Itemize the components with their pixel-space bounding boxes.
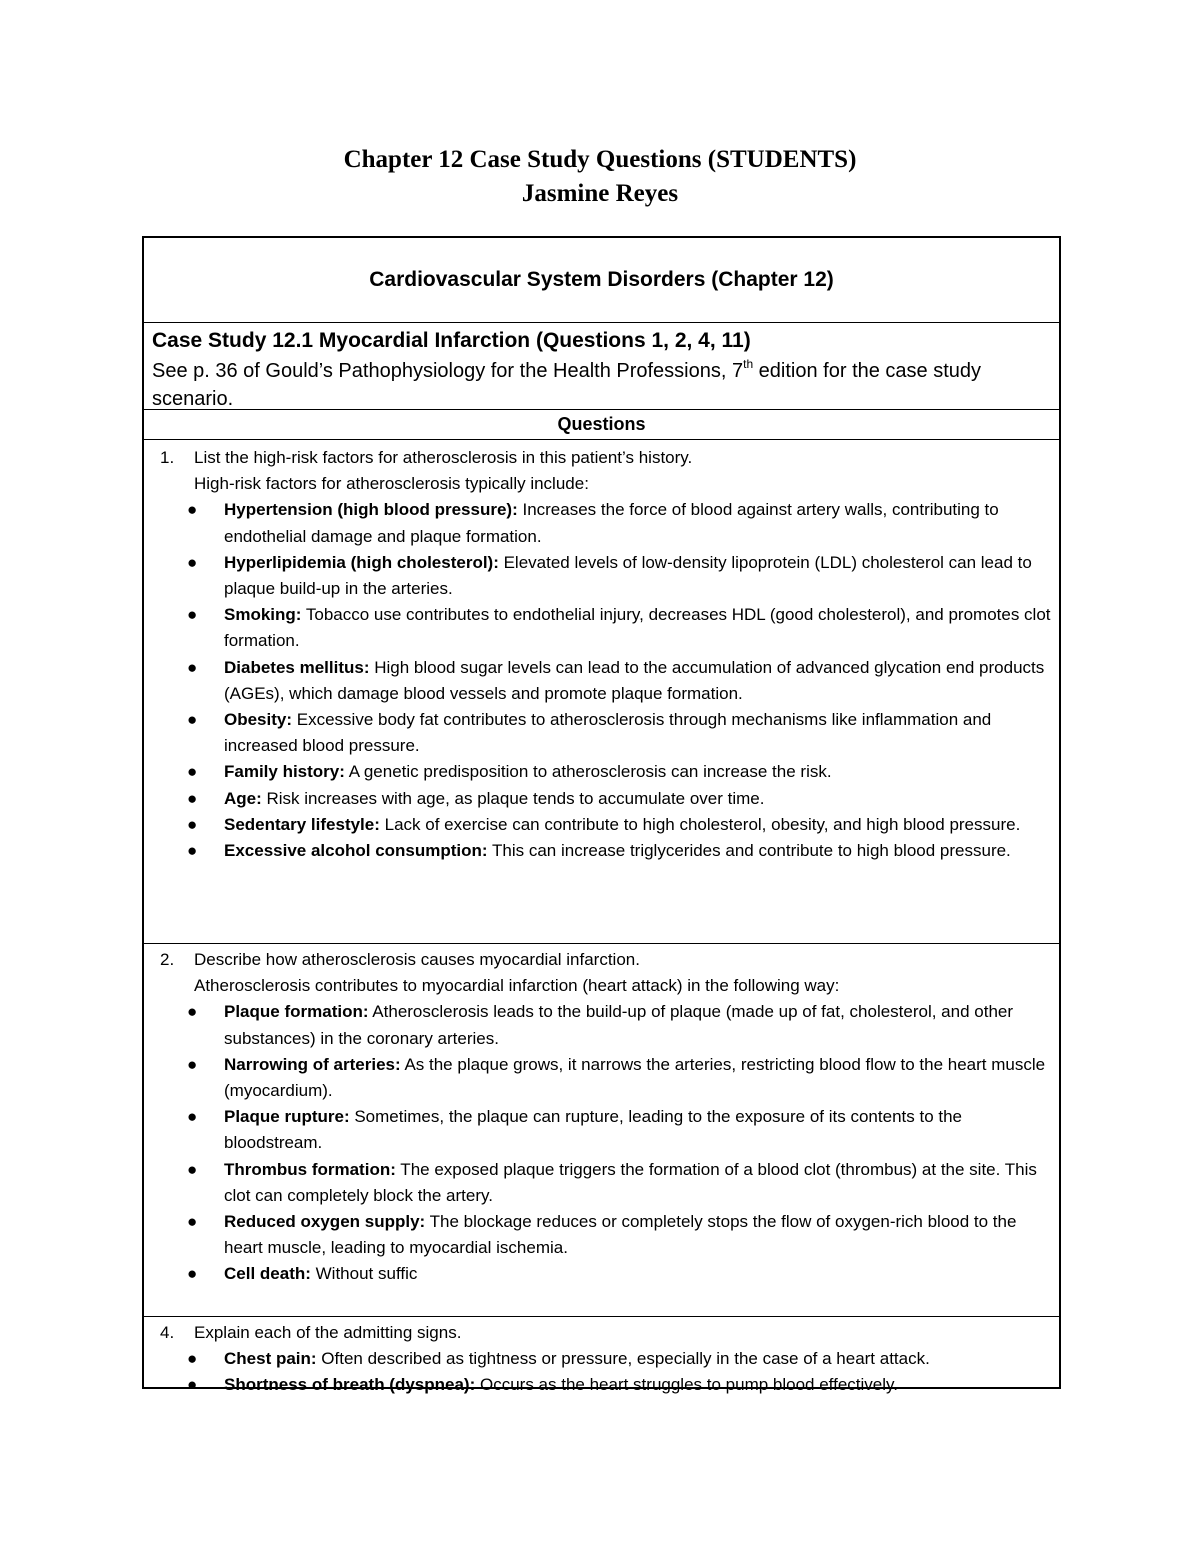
item-text: The blockage reduces or completely stops the flow of oxygen-rich blood to the heart muscle, leading to myocardial ischemia. bbox=[224, 1212, 1017, 1258]
question-1 bbox=[144, 445, 1059, 471]
question-4-cell bbox=[144, 1320, 1059, 1399]
bullet-icon: ● bbox=[187, 1002, 198, 1022]
list-item bbox=[144, 786, 1059, 812]
question-number: 4. bbox=[160, 1323, 175, 1342]
case-study-table bbox=[142, 236, 1061, 1395]
item-term: Shortness of breath (dyspnea): bbox=[224, 1375, 476, 1395]
bullet-icon: ● bbox=[187, 1375, 198, 1395]
item-term: Narrowing of arteries: bbox=[224, 1054, 401, 1074]
question-2-cell bbox=[144, 947, 1059, 1288]
question-1-row bbox=[144, 440, 1059, 944]
item-text: The exposed plaque triggers the formation of a blood clot (thrombus) at the site. This clot can completely block the artery. bbox=[224, 1159, 1037, 1205]
item-text: A genetic predisposition to atherosclerosis can increase the risk. bbox=[344, 762, 832, 782]
item-text: Occurs as the heart struggles to pump blood effectively. bbox=[475, 1375, 898, 1395]
bullet-icon: ● bbox=[187, 657, 198, 677]
list-item bbox=[144, 655, 1059, 707]
item-term: Reduced oxygen supply: bbox=[224, 1212, 426, 1232]
item-term: Obesity: bbox=[224, 710, 293, 730]
bullet-icon: ● bbox=[187, 788, 198, 808]
list-item bbox=[144, 1104, 1059, 1156]
student-name: Jasmine Reyes bbox=[521, 180, 679, 207]
question-number: 2. bbox=[160, 950, 175, 969]
bullet-icon: ● bbox=[187, 605, 198, 625]
bullet-icon: ● bbox=[187, 762, 198, 782]
item-text: Tobacco use contributes to endothelial injury, decreases HDL (good cholesterol), and promotes clot formation. bbox=[224, 605, 1051, 651]
list-item bbox=[144, 707, 1059, 759]
item-text: Atherosclerosis leads to the build-up of plaque (made up of fat, cholesterol, and other substances) in the coronary arteries. bbox=[224, 1002, 1014, 1048]
item-term: Diabetes mellitus: bbox=[224, 657, 370, 677]
answer-bullet-list bbox=[144, 1346, 1059, 1398]
bullet-icon: ● bbox=[187, 552, 198, 572]
questions-header-row bbox=[144, 410, 1059, 440]
questions-header: Questions bbox=[557, 414, 646, 434]
list-item bbox=[144, 812, 1059, 838]
document-title-block bbox=[0, 143, 1200, 211]
case-desc-text: See p. 36 of Gould’s Pathophysiology for the Health Professions, 7 bbox=[152, 360, 744, 382]
bullet-icon: ● bbox=[187, 1159, 198, 1179]
question-number: 1. bbox=[160, 448, 175, 467]
answer-bullet-list bbox=[144, 999, 1059, 1287]
answer-bullet-list bbox=[144, 497, 1059, 864]
bullet-icon: ● bbox=[187, 1212, 198, 1232]
item-term: Thrombus formation: bbox=[224, 1159, 396, 1179]
item-text: Increases the force of blood against artery walls, contributing to endothelial damage and plaque formation. bbox=[224, 500, 999, 546]
item-text: Elevated levels of low-density lipoprotein (LDL) cholesterol can lead to plaque build-up in the arteries. bbox=[224, 552, 1032, 599]
list-item bbox=[144, 1157, 1059, 1209]
item-term: Plaque rupture: bbox=[224, 1107, 350, 1127]
case-desc-text-end: edition for the case study scenario. bbox=[152, 360, 982, 410]
case-study-description bbox=[152, 357, 1045, 413]
answer-intro: Atherosclerosis contributes to myocardial infarction (heart attack) in the following way: bbox=[194, 976, 840, 996]
bullet-icon: ● bbox=[187, 1054, 198, 1074]
bullet-icon: ● bbox=[187, 500, 198, 520]
bullet-icon: ● bbox=[187, 710, 198, 730]
item-text: Sometimes, the plaque can rupture, leading to the exposure of its contents to the bloodstream. bbox=[224, 1107, 962, 1153]
bullet-icon: ● bbox=[187, 1349, 198, 1369]
item-text: Lack of exercise can contribute to high cholesterol, obesity, and high blood pressure. bbox=[379, 814, 1021, 834]
section-title: Cardiovascular System Disorders (Chapter 12) bbox=[369, 268, 834, 291]
item-term: Cell death: bbox=[224, 1264, 311, 1284]
list-item bbox=[144, 838, 1059, 864]
question-2 bbox=[144, 947, 1059, 973]
question-2-row bbox=[144, 944, 1059, 1317]
item-text: High blood sugar levels can lead to the accumulation of advanced glycation end products (AGEs), which damage blood vessels and promote plaque formation. bbox=[224, 657, 1045, 703]
item-term: Excessive alcohol consumption: bbox=[224, 841, 488, 861]
list-item bbox=[144, 497, 1059, 549]
item-term: Chest pain: bbox=[224, 1349, 317, 1369]
section-header-row bbox=[144, 238, 1059, 323]
list-item bbox=[144, 1209, 1059, 1261]
answer-intro: High-risk factors for atherosclerosis typically include: bbox=[194, 474, 589, 494]
list-item bbox=[144, 1372, 1059, 1398]
item-term: Hyperlipidemia (high cholesterol): bbox=[224, 552, 499, 572]
list-item bbox=[144, 1052, 1059, 1104]
question-text: List the high-risk factors for atherosclerosis in this patient’s history. bbox=[194, 448, 693, 467]
item-term: Sedentary lifestyle: bbox=[224, 814, 380, 834]
item-term: Hypertension (high blood pressure): bbox=[224, 500, 518, 520]
case-study-row bbox=[144, 323, 1059, 410]
document-title: Chapter 12 Case Study Questions (STUDENTS) bbox=[343, 146, 857, 173]
item-term: Smoking: bbox=[224, 605, 302, 625]
item-text: Excessive body fat contributes to atherosclerosis through mechanisms like inflammation and increased blood pressure. bbox=[224, 710, 992, 756]
item-term: Age: bbox=[224, 788, 262, 808]
item-text: As the plaque grows, it narrows the arteries, restricting blood flow to the heart muscle (myocardium). bbox=[224, 1054, 1046, 1101]
item-term: Family history: bbox=[224, 762, 345, 782]
item-text: This can increase triglycerides and contribute to high blood pressure. bbox=[487, 841, 1011, 861]
case-desc-superscript: th bbox=[743, 357, 754, 371]
item-term: Plaque formation: bbox=[224, 1002, 369, 1022]
list-item bbox=[144, 1261, 1059, 1287]
question-text: Describe how atherosclerosis causes myocardial infarction. bbox=[194, 950, 640, 969]
list-item bbox=[144, 550, 1059, 602]
item-text: Without suffic bbox=[310, 1264, 418, 1284]
question-4 bbox=[144, 1320, 1059, 1346]
question-text: Explain each of the admitting signs. bbox=[194, 1323, 462, 1342]
list-item bbox=[144, 759, 1059, 785]
list-item bbox=[144, 1346, 1059, 1372]
item-text: Often described as tightness or pressure, especially in the case of a heart attack. bbox=[316, 1349, 930, 1369]
list-item bbox=[144, 999, 1059, 1051]
bullet-icon: ● bbox=[187, 841, 198, 861]
item-text: Risk increases with age, as plaque tends to accumulate over time. bbox=[261, 788, 765, 808]
list-item bbox=[144, 602, 1059, 654]
bullet-icon: ● bbox=[187, 1107, 198, 1127]
bullet-icon: ● bbox=[187, 814, 198, 834]
question-1-cell bbox=[144, 445, 1059, 864]
case-study-title: Case Study 12.1 Myocardial Infarction (Questions 1, 2, 4, 11) bbox=[152, 329, 751, 352]
bullet-icon: ● bbox=[187, 1264, 198, 1284]
question-4-row bbox=[144, 1317, 1059, 1395]
